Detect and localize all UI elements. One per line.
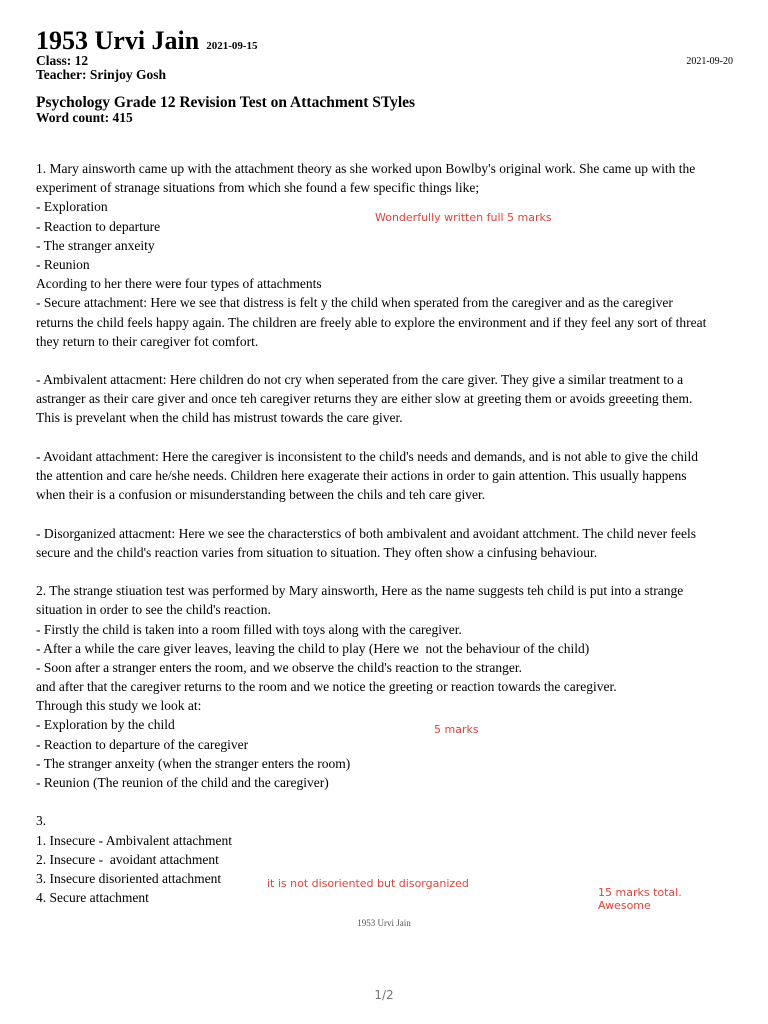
answer-line: returns the child feels happy again. The children are freely able to explore the environment and if they feel any sort of threat — [36, 314, 707, 330]
word-count: Word count: 415 — [36, 110, 133, 125]
answer-line — [36, 504, 736, 523]
class-label: Class: 12 — [36, 53, 89, 68]
answer-line — [36, 351, 736, 370]
answer-line: - Exploration by the child — [36, 717, 175, 733]
total-marks-text: 15 marks total. — [598, 886, 682, 899]
answer-line: and after that the caregiver returns to the room and we notice the greeting or reaction towards the caregiver. — [36, 679, 617, 695]
answer-line — [36, 792, 736, 811]
answer-line: 3. Insecure disoriented attachment — [36, 870, 222, 886]
teacher-note-total — [598, 886, 682, 912]
graded-date: 2021-09-20 — [686, 56, 733, 67]
answer-line: - The stranger anxeity — [36, 237, 155, 253]
answer-line: This is prevelant when the child has mistrust towards the care giver. — [36, 410, 403, 426]
submission-date: 2021-09-15 — [206, 40, 258, 52]
answer-line — [36, 562, 736, 581]
student-name: 1953 Urvi Jain — [36, 26, 200, 55]
answer-line: - Soon after a stranger enters the room, and we observe the child's reaction to the stranger. — [36, 659, 523, 675]
answer-line: 2. Insecure - avoidant attachment — [36, 851, 219, 867]
answer-line: - Disorganized attacment: Here we see the characterstics of both ambivalent and avoidant attchment. The child never feels — [36, 525, 696, 541]
answer-line: - Exploration — [36, 199, 108, 215]
answer-line: 2. The strange stiuation test was performed by Mary ainsworth, Here as the name suggests teh child is put into a strange — [36, 583, 684, 599]
answer-line: - After a while the care giver leaves, leaving the child to play (Here we not the behaviour of the child) — [36, 640, 590, 656]
student-title — [36, 26, 258, 56]
teacher-note-q1: Wonderfully written full 5 marks — [375, 211, 552, 224]
answer-line: - The stranger anxeity (when the stranger enters the room) — [36, 755, 351, 771]
answer-line: astranger as their care giver and once teh caregiver returns they are either slow at greeting them or avoids greeeting them. — [36, 391, 693, 407]
answer-line: - Secure attachment: Here we see that distress is felt y the child when sperated from the caregiver and as the caregiver — [36, 295, 673, 311]
answer-line: they return to their caregiver fot comfort. — [36, 333, 259, 349]
teacher-note-q3: it is not disoriented but disorganized — [267, 877, 469, 890]
answer-line: Through this study we look at: — [36, 698, 202, 714]
answer-line: situation in order to see the child's reaction. — [36, 602, 271, 618]
answer-line: - Reunion (The reunion of the child and the caregiver) — [36, 775, 329, 790]
answer-line: 1. Insecure - Ambivalent attachment — [36, 832, 233, 848]
total-comment-text: Awesome — [598, 899, 651, 912]
answer-line: - Ambivalent attacment: Here children do not cry when seperated from the care giver. They give a similar treatment to a — [36, 372, 684, 388]
answer-line: - Reunion — [36, 256, 90, 272]
answer-line: - Firstly the child is taken into a room filled with toys along with the caregiver. — [36, 621, 462, 637]
test-title: Psychology Grade 12 Revision Test on Attachment STyles — [36, 94, 416, 111]
answer-line: 4. Secure attachment — [36, 890, 149, 906]
answer-line: secure and the child's reaction varies from situation to situation. They often show a cinfusing behaviour. — [36, 544, 598, 560]
answer-line: experiment of stranage situations from which she found a few specific things like; — [36, 180, 480, 196]
page-number: 1/2 — [374, 988, 394, 1002]
answer-line: when their is a confusion or misunderstanding between the chils and teh care giver. — [36, 487, 486, 503]
teacher-label: Teacher: Srinjoy Gosh — [36, 67, 167, 82]
answer-body — [36, 159, 736, 907]
answer-line: - Reaction to departure of the caregiver — [36, 736, 249, 752]
answer-line: the attention and care he/she needs. Children here exagerate their actions in order to gain attention. This usually happens — [36, 468, 687, 483]
answer-line: - Reaction to departure — [36, 218, 161, 234]
teacher-note-q2: 5 marks — [434, 723, 479, 736]
answer-line: Acording to her there were four types of attachments — [36, 276, 322, 292]
footer-student-name: 1953 Urvi Jain — [357, 918, 411, 928]
answer-line — [36, 428, 736, 447]
answer-line: - Avoidant attachment: Here the caregiver is inconsistent to the child's needs and demands, and is not able to give the child — [36, 448, 698, 464]
answer-line: 3. — [36, 813, 47, 829]
answer-line: 1. Mary ainsworth came up with the attachment theory as she worked upon Bowlby's original work. She came up with the — [36, 161, 696, 176]
